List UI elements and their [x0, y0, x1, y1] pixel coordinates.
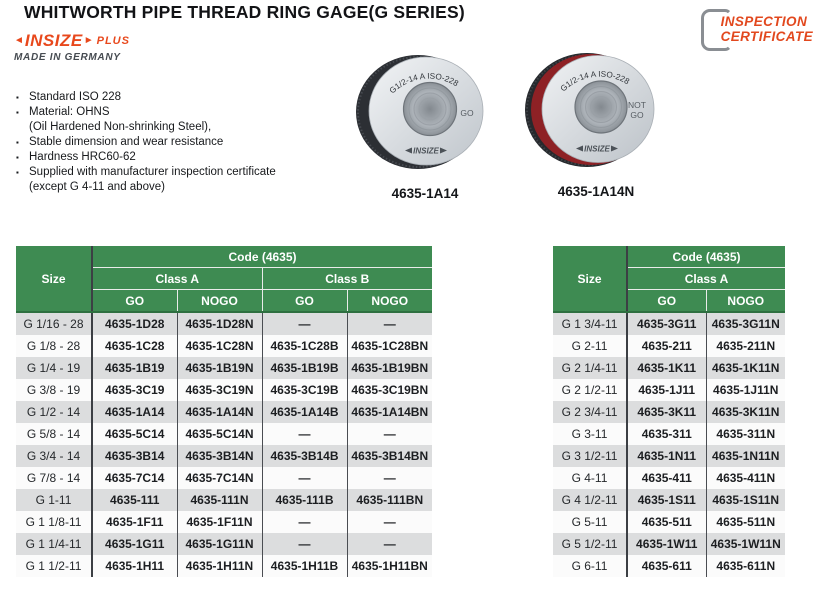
table-row [16, 423, 432, 445]
ring-engraving: G1/2-14 A ISO-228 [558, 69, 631, 94]
feature-text: Standard ISO 228 [29, 91, 122, 103]
feature-text: Material: OHNS [29, 106, 110, 118]
logo-left-arrow-icon: ◄ [14, 35, 24, 46]
size-cell: G 3/8 - 19 [16, 379, 92, 401]
table-row [553, 533, 785, 555]
code-cell: 4635-511 [627, 511, 706, 533]
feature-subtext: (Oil Hardened Non-shrinking Steel), [29, 121, 212, 133]
code-cell: 4635-1N11N [706, 445, 785, 467]
code-cell: 4635-5C14 [92, 423, 177, 445]
table-row [16, 511, 432, 533]
code-cell: 4635-1K11N [706, 357, 785, 379]
thread-code-table [553, 246, 785, 577]
table-row [16, 445, 432, 467]
table-row [16, 335, 432, 357]
code-cell: 4635-111 [92, 489, 177, 511]
code-cell: 4635-3K11 [627, 401, 706, 423]
code-cell: 4635-1D28 [92, 312, 177, 335]
svg-text:INSIZE: INSIZE [413, 146, 439, 156]
feature-item [16, 135, 276, 150]
code-cell: 4635-1G11N [177, 533, 262, 555]
code-cell: 4635-5C14N [177, 423, 262, 445]
made-in-germany-label: MADE IN GERMANY [14, 52, 121, 63]
code-cell: 4635-1F11 [92, 511, 177, 533]
code-cell: 4635-1H11N [177, 555, 262, 577]
code-cell: 4635-1S11 [627, 489, 706, 511]
code-cell: — [262, 533, 347, 555]
code-cell: 4635-1B19BN [347, 357, 432, 379]
code-cell: 4635-3C19N [177, 379, 262, 401]
code-cell: — [347, 423, 432, 445]
size-cell: G 5/8 - 14 [16, 423, 92, 445]
code-cell: 4635-1A14 [92, 401, 177, 423]
size-cell: G 1 1/2-11 [16, 555, 92, 577]
table-row [16, 312, 432, 335]
code-cell: 4635-311N [706, 423, 785, 445]
code-cell: — [262, 467, 347, 489]
feature-subtext: (except G 4-11 and above) [29, 181, 165, 193]
code-cell: — [347, 312, 432, 335]
table-row [553, 401, 785, 423]
feature-item [16, 150, 276, 165]
size-cell: G 1 1/8-11 [16, 511, 92, 533]
table-row [553, 312, 785, 335]
logo-right-arrow-icon: ► [83, 35, 94, 46]
table-row [553, 445, 785, 467]
go-ring-gage-image [350, 52, 500, 174]
size-cell: G 7/8 - 14 [16, 467, 92, 489]
code-cell: 4635-3C19BN [347, 379, 432, 401]
code-cell: 4635-1B19N [177, 357, 262, 379]
bullet-icon: ▪ [16, 93, 19, 102]
table-row [553, 489, 785, 511]
code-cell: 4635-1H11B [262, 555, 347, 577]
table-row [553, 357, 785, 379]
code-cell: — [347, 467, 432, 489]
code-cell: 4635-3K11N [706, 401, 785, 423]
code-cell: 4635-3C19 [92, 379, 177, 401]
size-cell: G 3-11 [553, 423, 627, 445]
table-row [16, 555, 432, 577]
code-cell: 4635-1C28 [92, 335, 177, 357]
nogo-ring-gage-figure [521, 50, 671, 199]
table-row [16, 401, 432, 423]
size-cell: G 4-11 [553, 467, 627, 489]
size-cell: G 4 1/2-11 [553, 489, 627, 511]
code-cell: 4635-611 [627, 555, 706, 577]
code-cell: 4635-1C28BN [347, 335, 432, 357]
bullet-icon: ▪ [16, 153, 19, 162]
go-nogo-header: NOGO [347, 290, 432, 313]
go-ring-gage-figure [350, 52, 500, 201]
go-ring-code: 4635-1A14 [391, 186, 459, 201]
feature-item [16, 165, 276, 195]
size-cell: G 1 1/4-11 [16, 533, 92, 555]
notgo-marking-line2: GO [630, 110, 644, 120]
size-cell: G 1-11 [16, 489, 92, 511]
size-cell: G 3 1/2-11 [553, 445, 627, 467]
thread-code-table [16, 246, 432, 577]
code-cell: 4635-3C19B [262, 379, 347, 401]
svg-text:INSIZE: INSIZE [584, 144, 610, 154]
go-nogo-header: NOGO [177, 290, 262, 313]
size-cell: G 1 3/4-11 [553, 312, 627, 335]
code-cell: 4635-311 [627, 423, 706, 445]
class-header: Class A [92, 268, 262, 290]
code-group-header: Code (4635) [92, 246, 432, 268]
code-cell: 4635-1S11N [706, 489, 785, 511]
code-cell: 4635-1J11N [706, 379, 785, 401]
table-row [553, 555, 785, 577]
code-cell: 4635-1A14B [262, 401, 347, 423]
code-cell: 4635-211 [627, 335, 706, 357]
go-nogo-header: GO [627, 290, 706, 313]
code-cell: 4635-211N [706, 335, 785, 357]
table-row [16, 533, 432, 555]
size-cell: G 1/8 - 28 [16, 335, 92, 357]
bullet-icon: ▪ [16, 108, 19, 117]
code-cell: 4635-411N [706, 467, 785, 489]
badge-line2: CERTIFICATE [720, 29, 813, 44]
table-row [553, 335, 785, 357]
class-header: Class B [262, 268, 432, 290]
size-cell: G 5 1/2-11 [553, 533, 627, 555]
size-cell: G 2 1/2-11 [553, 379, 627, 401]
feature-item [16, 90, 276, 105]
table-row [553, 379, 785, 401]
go-nogo-header: GO [92, 290, 177, 313]
size-cell: G 2 3/4-11 [553, 401, 627, 423]
table-row [16, 489, 432, 511]
code-cell: 4635-1H11 [92, 555, 177, 577]
code-cell: 4635-1J11 [627, 379, 706, 401]
size-cell: G 3/4 - 14 [16, 445, 92, 467]
insize-plus-logo [14, 31, 130, 63]
go-nogo-header: NOGO [706, 290, 785, 313]
size-cell: G 5-11 [553, 511, 627, 533]
code-cell: — [262, 511, 347, 533]
code-cell: 4635-1C28N [177, 335, 262, 357]
nogo-ring-code: 4635-1A14N [557, 184, 635, 199]
brand-suffix: PLUS [96, 35, 130, 47]
code-cell: 4635-1G11 [92, 533, 177, 555]
code-cell: 4635-1A14N [177, 401, 262, 423]
size-cell: G 1/4 - 19 [16, 357, 92, 379]
code-cell: 4635-611N [706, 555, 785, 577]
threaded-hole [404, 83, 457, 136]
code-cell: 4635-1W11N [706, 533, 785, 555]
code-cell: 4635-1N11 [627, 445, 706, 467]
page-title: WHITWORTH PIPE THREAD RING GAGE(G SERIES) [24, 2, 465, 22]
code-cell: 4635-1C28B [262, 335, 347, 357]
go-nogo-header: GO [262, 290, 347, 313]
table-row [16, 357, 432, 379]
code-cell: — [262, 423, 347, 445]
table-row [553, 467, 785, 489]
bullet-icon: ▪ [16, 138, 19, 147]
size-cell: G 6-11 [553, 555, 627, 577]
code-cell: 4635-3B14 [92, 445, 177, 467]
inspection-certificate-badge [701, 9, 813, 51]
bullet-icon: ▪ [16, 168, 19, 177]
size-cell: G 1/2 - 14 [16, 401, 92, 423]
code-table-class-a [553, 246, 785, 577]
size-cell: G 2 1/4-11 [553, 357, 627, 379]
table-row [553, 511, 785, 533]
code-cell: 4635-411 [627, 467, 706, 489]
feature-item [16, 105, 276, 135]
code-cell: 4635-1D28N [177, 312, 262, 335]
size-cell: G 2-11 [553, 335, 627, 357]
threaded-hole [575, 81, 627, 133]
code-cell: — [262, 312, 347, 335]
size-column-header: Size [16, 246, 92, 312]
go-marking: GO [460, 108, 474, 118]
code-cell: — [347, 533, 432, 555]
code-cell: 4635-3B14N [177, 445, 262, 467]
code-cell: 4635-111B [262, 489, 347, 511]
table-row [16, 467, 432, 489]
brand-name: INSIZE [24, 31, 83, 50]
code-cell: 4635-1H11BN [347, 555, 432, 577]
code-cell: 4635-7C14 [92, 467, 177, 489]
code-cell: 4635-1B19B [262, 357, 347, 379]
feature-text: Hardness HRC60-62 [29, 151, 136, 163]
code-cell: 4635-1A14BN [347, 401, 432, 423]
code-table-class-ab [16, 246, 432, 577]
class-header: Class A [627, 268, 785, 290]
badge-line1: INSPECTION [720, 14, 808, 30]
table-row [16, 379, 432, 401]
feature-text: Stable dimension and wear resistance [29, 136, 224, 148]
ring-engraving: G1/2-14 A ISO-228 [387, 71, 460, 96]
code-cell: 4635-7C14N [177, 467, 262, 489]
size-column-header: Size [553, 246, 627, 312]
code-group-header: Code (4635) [627, 246, 785, 268]
nogo-ring-gage-image [521, 50, 671, 172]
code-cell: 4635-1K11 [627, 357, 706, 379]
code-cell: 4635-1F11N [177, 511, 262, 533]
code-cell: 4635-3G11N [706, 312, 785, 335]
code-cell: 4635-3B14BN [347, 445, 432, 467]
code-cell: 4635-511N [706, 511, 785, 533]
code-cell: 4635-111N [177, 489, 262, 511]
feature-text: Supplied with manufacturer inspection certificate [29, 166, 276, 178]
code-cell: 4635-3B14B [262, 445, 347, 467]
table-row [553, 423, 785, 445]
code-cell: 4635-1W11 [627, 533, 706, 555]
notgo-marking-line1: NOT [628, 100, 646, 110]
code-cell: — [347, 511, 432, 533]
size-cell: G 1/16 - 28 [16, 312, 92, 335]
code-cell: 4635-3G11 [627, 312, 706, 335]
feature-list [16, 90, 276, 195]
code-cell: 4635-1B19 [92, 357, 177, 379]
code-cell: 4635-111BN [347, 489, 432, 511]
